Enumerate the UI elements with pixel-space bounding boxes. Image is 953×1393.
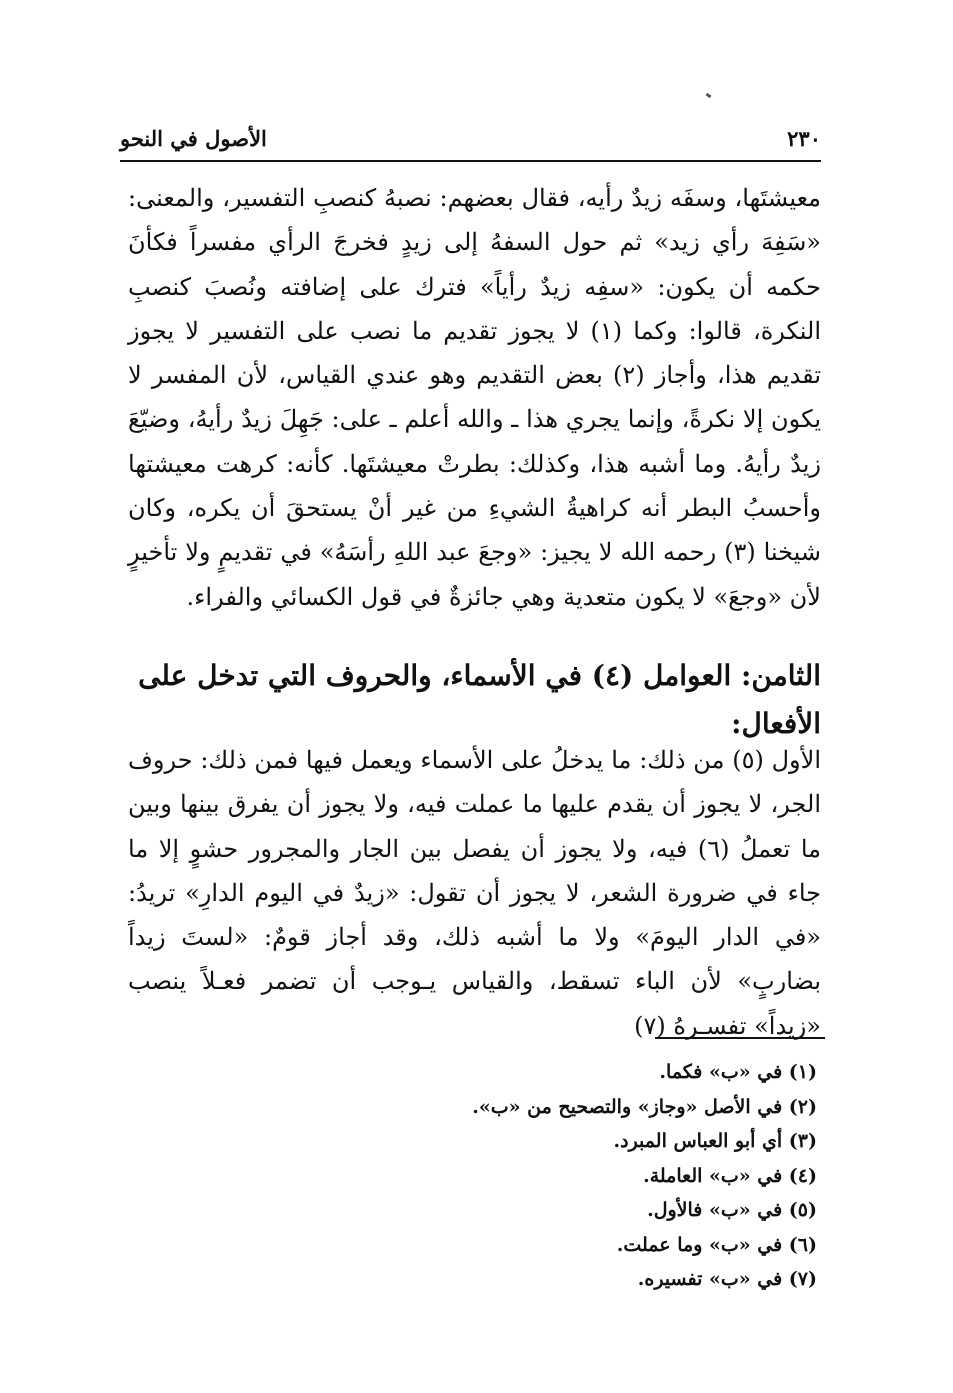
footnote-1: (١) في «ب» فكما.: [659, 1061, 817, 1083]
section-heading: الثامن: العوامل (٤) في الأسماء، والحروف التي تدخل على الأفعال:: [138, 659, 821, 740]
footnote-6: (٦) في «ب» وما عملت.: [616, 1233, 817, 1256]
scan-speck: [706, 93, 712, 98]
paragraph-1: معيشتَها، وسفَه زيدٌ رأيه، فقال بعضهم: نصبهُ كنصبِ التفسير، والمعنى: «سَفِهَ رأي زيد» ثم حول السفهُ إلى زيدٍ فخرجَ الرأي مفسراً فكأنَ حكمه أن يكون: «سفِه زيدٌ رأياً» فترك على إضافته ونُصبَ كنصبِ النكرة، قالوا: وكما (١) لا يجوز تقديم ما نصب على التفسير لا يجوز تقديم هذا، وأجاز (٢) بعض التقديم وهو عندي القياس، لأن المفسر لا يكون إلا نكرةً، وإنما يجري هذا ـ والله أعلم ـ على: جَهِلَ زيدٌ رأيهُ، وضيّعَ زيدٌ رأيهُ. وما أشبه هذا، وكذلك: بطرتْ معيشتَها. كأنه: كرهت معيشتها وأحسبُ البطر أنه كراهيةُ الشيءِ من غير أنْ يستحقَ أن يكره، وكان شيخنا (٣) رحمه الله لا يجيز: «وجعَ عبد اللهِ رأسَهُ» في تقديمٍ ولا تأخيرٍ لأن «وجعَ» لا يكون متعدية وهي جائزةٌ في قول الكسائي والفراء.: [128, 184, 822, 611]
running-header: [120, 124, 821, 162]
book-title: الأصول في النحو: [120, 126, 267, 151]
footnote-3: (٣) أي أبو العباس المبرد.: [613, 1130, 817, 1152]
footnote-separator: [655, 1037, 825, 1039]
footnote-4: (٤) في «ب» العاملة.: [643, 1164, 817, 1187]
footnote-7: (٧) في «ب» تفسيره.: [637, 1268, 817, 1290]
main-text-block-2: [128, 738, 821, 1048]
page-number: ٢٣٠: [787, 126, 821, 151]
paragraph-2: الأول (٥) من ذلك: ما يدخلُ على الأسماء ويعمل فيها فمن ذلك: حروف الجر، لا يجوز أن يقدم عليها ما عملت فيه، ولا يجوز أن يفرق بينها وبين ما تعملُ (٦) فيه، ولا يجوز أن يفصل بين الجار والمجرور حشوٍ إلا ما جاء في ضرورة الشعر، لا يجوز أن تقول: «زيدٌ في اليوم الدارِ» تريدُ: «في الدار اليومَ» ولا ما أشبه ذلك، وقد أجاز قومٌ: «لستَ زيداً بضاربٍ» لأن الباء تسقط، والقياس يـوجب أن تضمر فعـلاً ينصب «زيداً» تفسـرهُ (٧): [128, 746, 821, 1040]
main-text-block-1: [128, 176, 821, 619]
footnote-5: (٥) في «ب» فالأول.: [647, 1199, 817, 1221]
footnote-2: (٢) في الأصل «وجاز» والتصحيح من «ب».: [472, 1095, 817, 1118]
footnotes: [128, 1055, 817, 1297]
